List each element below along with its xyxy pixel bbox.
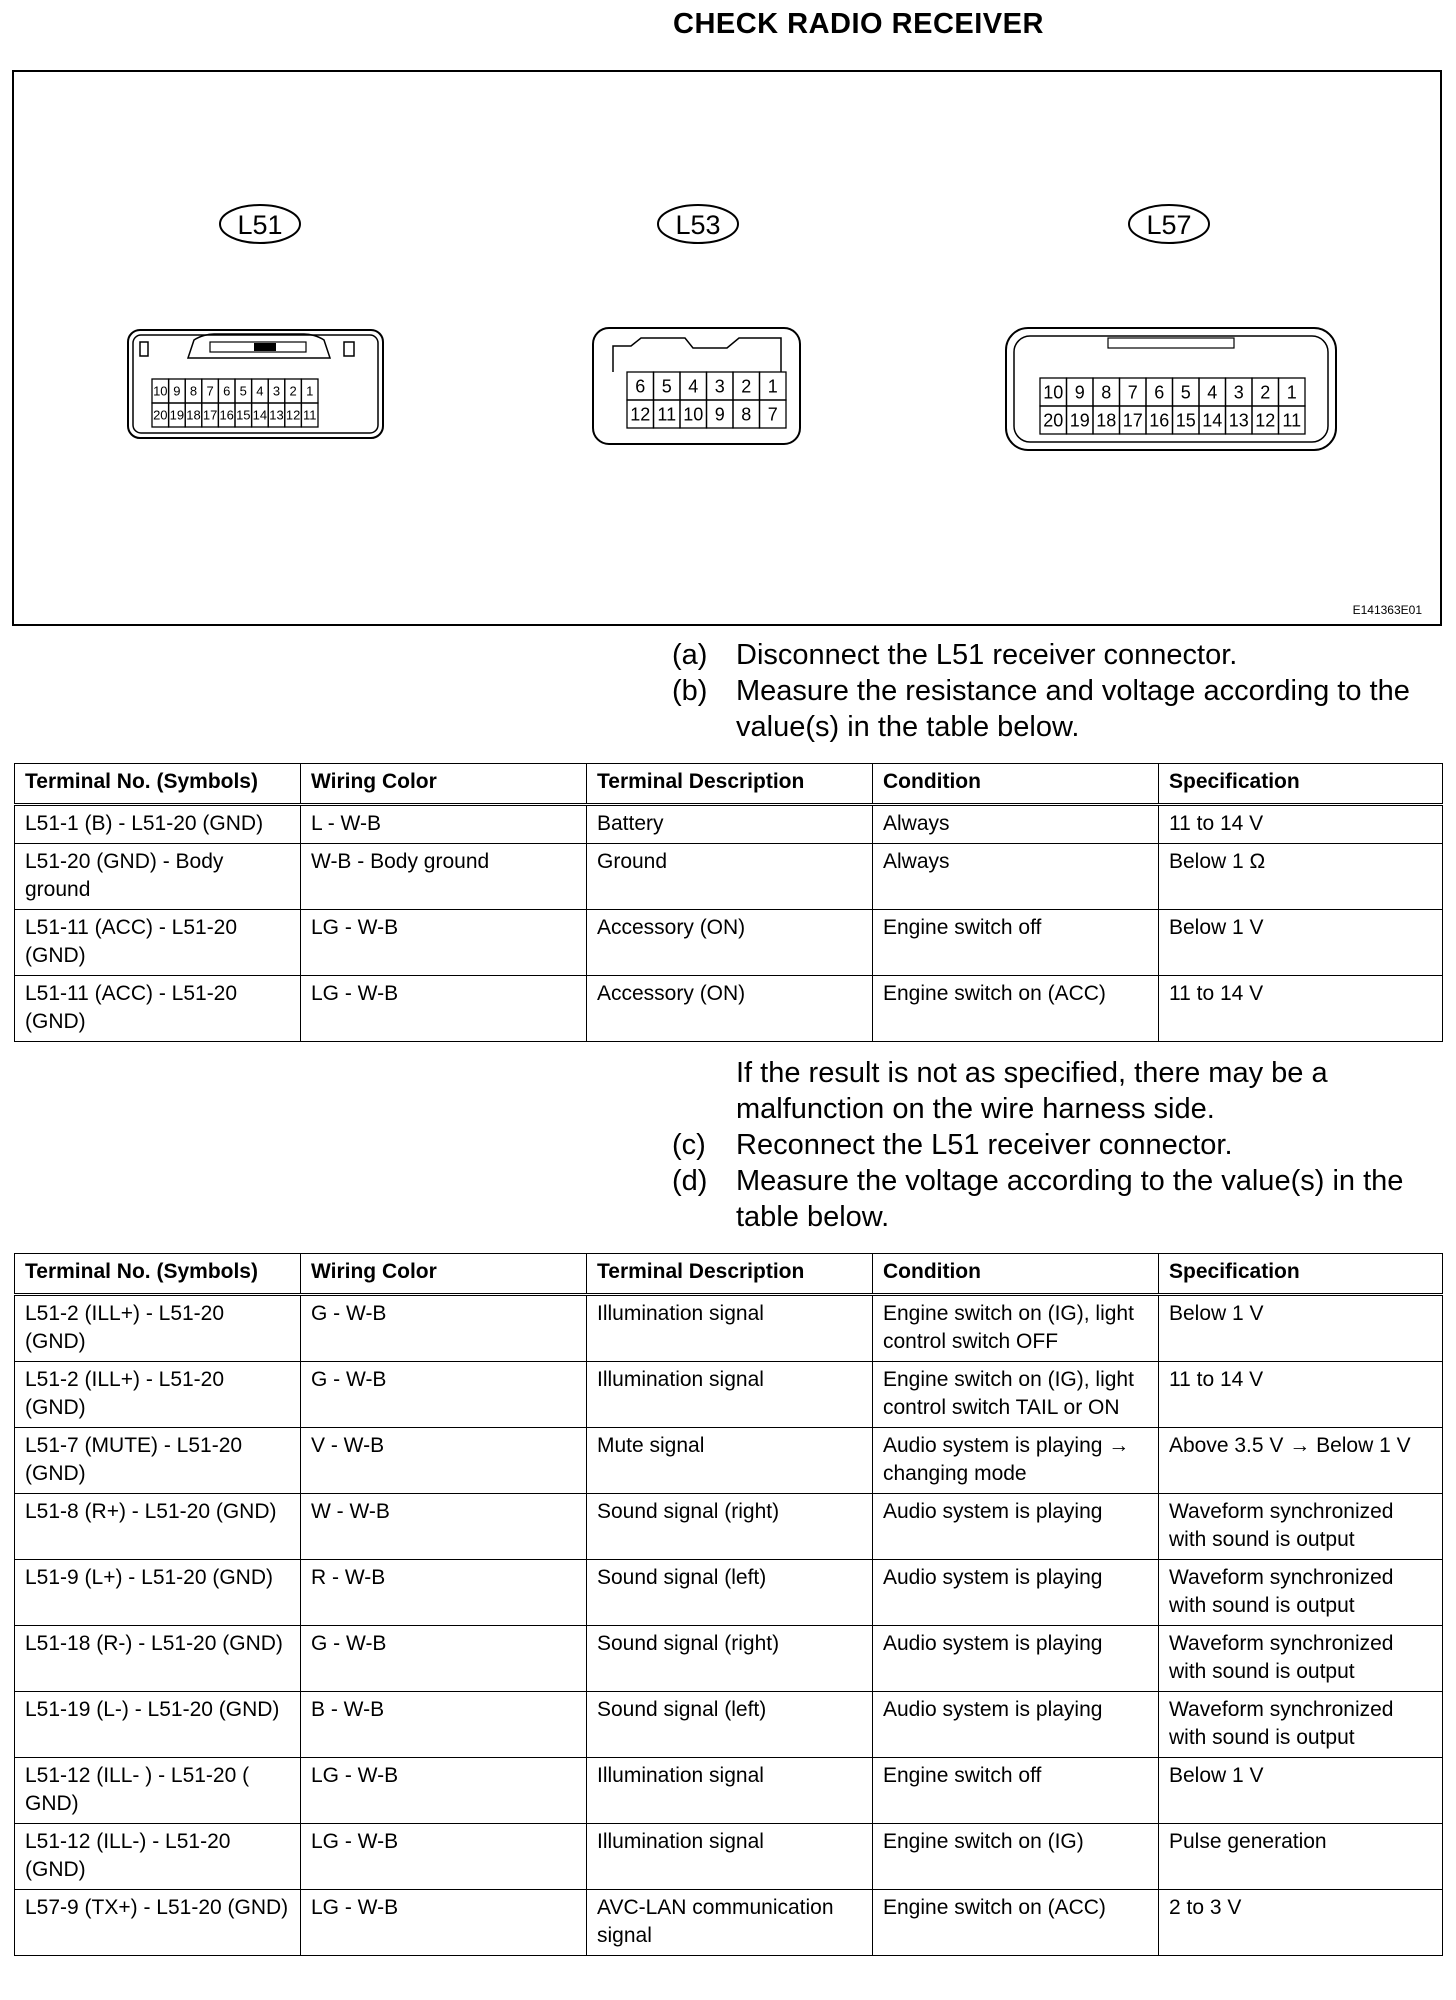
table-row (15, 1890, 1443, 1956)
table-cell: Illumination signal (587, 1824, 873, 1890)
table-cell: Illumination signal (587, 1295, 873, 1362)
table-row (15, 1295, 1443, 1362)
step-label: (c) (672, 1129, 706, 1161)
table-cell: Waveform synchronized with sound is output (1159, 1494, 1443, 1560)
connector-label-l53: L53 (675, 210, 721, 240)
pin-number: 10 (683, 404, 704, 425)
table-cell: Engine switch off (873, 910, 1159, 976)
pin-number: 4 (688, 376, 699, 397)
table-cell: Audio system is playing → changing mode (873, 1428, 1159, 1494)
column-header: Condition (873, 1254, 1159, 1295)
table-row (15, 1362, 1443, 1428)
latch-slot (1108, 338, 1234, 348)
table-cell: L51-11 (ACC) - L51-20 (GND) (15, 976, 301, 1042)
lock-tabs (140, 342, 354, 356)
connector-diagram-svg (14, 72, 1444, 628)
pin-number: 11 (302, 407, 317, 423)
pin-number: 10 (1043, 382, 1064, 403)
table-cell: Waveform synchronized with sound is output (1159, 1692, 1443, 1758)
pin-number: 4 (256, 383, 264, 399)
table-cell: Engine switch on (IG), light control switch TAIL or ON (873, 1362, 1159, 1428)
table-row (15, 910, 1443, 976)
pin-number: 20 (153, 407, 168, 423)
table-cell: Sound signal (right) (587, 1494, 873, 1560)
voltage-table (14, 1253, 1443, 1956)
table-cell: LG - W-B (301, 1890, 587, 1956)
table-cell: Waveform synchronized with sound is output (1159, 1626, 1443, 1692)
pin-number: 2 (289, 383, 297, 399)
table-cell: Waveform synchronized with sound is output (1159, 1560, 1443, 1626)
table-cell: L51-11 (ACC) - L51-20 (GND) (15, 910, 301, 976)
pin-number: 16 (1149, 410, 1170, 431)
table-cell: Below 1 V (1159, 1295, 1443, 1362)
pin-number: 12 (1255, 410, 1276, 431)
table-row (15, 1428, 1443, 1494)
table-cell: Illumination signal (587, 1362, 873, 1428)
pin-number: 19 (169, 407, 185, 423)
pin-number: 2 (1260, 382, 1271, 403)
step-text: Measure the resistance and voltage according to the value(s) in the table below. (736, 675, 1410, 743)
pin-number: 15 (1175, 410, 1196, 431)
pin-number: 6 (635, 376, 646, 397)
table-cell: Ground (587, 844, 873, 910)
table-cell: G - W-B (301, 1362, 587, 1428)
pin-number: 14 (1202, 410, 1223, 431)
connector-l51 (128, 205, 383, 438)
step-label: (a) (672, 639, 708, 671)
pin-number: 7 (206, 383, 214, 399)
table-cell: L51-12 (ILL- ) - L51-20 ( GND) (15, 1758, 301, 1824)
pin-number: 17 (202, 407, 218, 423)
table-cell: L51-2 (ILL+) - L51-20 (GND) (15, 1362, 301, 1428)
step-a (672, 637, 1456, 673)
connector-l53 (593, 205, 800, 444)
pin-number: 16 (219, 407, 234, 423)
pin-number: 19 (1069, 410, 1090, 431)
table-cell: Engine switch on (ACC) (873, 1890, 1159, 1956)
table-cell: L51-7 (MUTE) - L51-20 (GND) (15, 1428, 301, 1494)
table-row (15, 1560, 1443, 1626)
pin-number: 15 (236, 407, 251, 423)
table-cell: Sound signal (right) (587, 1626, 873, 1692)
table-cell: LG - W-B (301, 1758, 587, 1824)
pin-number: 1 (767, 376, 778, 397)
step-label: (d) (672, 1165, 708, 1197)
column-header: Terminal No. (Symbols) (15, 764, 301, 805)
pin-number: 17 (1122, 410, 1143, 431)
table-cell: Battery (587, 805, 873, 844)
pin-number: 14 (252, 407, 268, 423)
pin-number: 12 (285, 407, 301, 423)
table-cell: L - W-B (301, 805, 587, 844)
figure-id: E141363E01 (1352, 603, 1422, 617)
column-header: Terminal Description (587, 1254, 873, 1295)
pin-number: 13 (1228, 410, 1249, 431)
step-text: Measure the voltage according to the value(s) in the table below. (736, 1165, 1404, 1233)
table-cell: Pulse generation (1159, 1824, 1443, 1890)
table-cell: Sound signal (left) (587, 1560, 873, 1626)
table-cell: L51-19 (L-) - L51-20 (GND) (15, 1692, 301, 1758)
table-cell: Engine switch on (IG) (873, 1824, 1159, 1890)
table-cell: Accessory (ON) (587, 976, 873, 1042)
table-cell: Below 1 Ω (1159, 844, 1443, 910)
steps-before-table-2 (672, 1055, 1442, 1235)
pin-number: 10 (153, 383, 168, 399)
pin-number: 6 (1154, 382, 1165, 403)
column-header: Terminal No. (Symbols) (15, 1254, 301, 1295)
table-cell: LG - W-B (301, 976, 587, 1042)
pin-number: 9 (173, 383, 181, 399)
column-header: Wiring Color (301, 764, 587, 805)
pin-number: 9 (1074, 382, 1085, 403)
pin-number: 12 (630, 404, 651, 425)
pin-number: 18 (1096, 410, 1117, 431)
connector-label-l51: L51 (237, 210, 283, 240)
step-d (672, 1163, 1442, 1235)
table-row (15, 1626, 1443, 1692)
connector-diagram (12, 70, 1442, 626)
pin-number: 3 (714, 376, 725, 397)
table-cell: LG - W-B (301, 910, 587, 976)
resistance-voltage-table (14, 763, 1443, 1042)
table-cell: W - W-B (301, 1494, 587, 1560)
table-cell: 2 to 3 V (1159, 1890, 1443, 1956)
steps-before-table-1 (672, 637, 1456, 745)
table-cell: Below 1 V (1159, 910, 1443, 976)
connector-l57 (1006, 205, 1336, 450)
step-text: Reconnect the L51 receiver connector. (736, 1129, 1233, 1161)
pin-number: 8 (741, 404, 752, 425)
table-cell: Engine switch on (ACC) (873, 976, 1159, 1042)
pin-number: 7 (767, 404, 778, 425)
table-cell: W-B - Body ground (301, 844, 587, 910)
table-cell: 11 to 14 V (1159, 805, 1443, 844)
pin-number: 5 (239, 383, 247, 399)
pin-number: 6 (223, 383, 231, 399)
pin-number: 2 (741, 376, 752, 397)
pin-number: 20 (1043, 410, 1064, 431)
table-cell: L51-9 (L+) - L51-20 (GND) (15, 1560, 301, 1626)
step-text: Disconnect the L51 receiver connector. (736, 639, 1238, 671)
table-cell: Illumination signal (587, 1758, 873, 1824)
table-cell: V - W-B (301, 1428, 587, 1494)
step-b (672, 673, 1456, 745)
pin-number: 4 (1207, 382, 1218, 403)
column-header: Wiring Color (301, 1254, 587, 1295)
table-row (15, 1824, 1443, 1890)
step-c (672, 1127, 1442, 1163)
table-cell: Below 1 V (1159, 1758, 1443, 1824)
connector-label-l57: L57 (1146, 210, 1192, 240)
column-header: Specification (1159, 1254, 1443, 1295)
pin-number: 8 (189, 383, 198, 399)
table-cell: G - W-B (301, 1295, 587, 1362)
column-header: Specification (1159, 764, 1443, 805)
pin-number: 9 (714, 404, 725, 425)
table-row (15, 1758, 1443, 1824)
table-cell: Sound signal (left) (587, 1692, 873, 1758)
pin-number: 13 (269, 407, 284, 423)
table-cell: Above 3.5 V → Below 1 V (1159, 1428, 1443, 1494)
column-header: Condition (873, 764, 1159, 805)
column-header: Terminal Description (587, 764, 873, 805)
page-title: CHECK RADIO RECEIVER (673, 8, 1044, 40)
table-row (15, 1692, 1443, 1758)
table-cell: L57-9 (TX+) - L51-20 (GND) (15, 1890, 301, 1956)
table-cell: G - W-B (301, 1626, 587, 1692)
table-cell: L51-8 (R+) - L51-20 (GND) (15, 1494, 301, 1560)
pin-number: 5 (661, 376, 672, 397)
pin-number: 1 (306, 383, 314, 399)
latch-key (254, 343, 276, 351)
table-row (15, 805, 1443, 844)
pin-number: 1 (1286, 382, 1297, 403)
pin-number: 5 (1180, 382, 1191, 403)
table-row (15, 844, 1443, 910)
table-row (15, 1494, 1443, 1560)
table-cell: L51-18 (R-) - L51-20 (GND) (15, 1626, 301, 1692)
table-cell: AVC-LAN communication signal (587, 1890, 873, 1956)
table-cell: Accessory (ON) (587, 910, 873, 976)
pin-number: 8 (1101, 382, 1112, 403)
table-cell: Audio system is playing (873, 1692, 1159, 1758)
table-cell: L51-12 (ILL-) - L51-20 (GND) (15, 1824, 301, 1890)
pin-number: 11 (1282, 410, 1302, 431)
table-cell: Audio system is playing (873, 1560, 1159, 1626)
table-cell: Mute signal (587, 1428, 873, 1494)
table-cell: B - W-B (301, 1692, 587, 1758)
pin-number: 18 (186, 407, 201, 423)
pin-number: 3 (1233, 382, 1244, 403)
pin-number: 3 (272, 383, 281, 399)
step-label: (b) (672, 675, 708, 707)
pin-number: 7 (1127, 382, 1138, 403)
table-cell: L51-2 (ILL+) - L51-20 (GND) (15, 1295, 301, 1362)
table-cell: L51-1 (B) - L51-20 (GND) (15, 805, 301, 844)
connector-key-outline (613, 338, 781, 372)
table-cell: Engine switch off (873, 1758, 1159, 1824)
table-cell: R - W-B (301, 1560, 587, 1626)
note-text: If the result is not as specified, there may be a malfunction on the wire harness side. (736, 1057, 1328, 1125)
table-cell: Engine switch on (IG), light control switch OFF (873, 1295, 1159, 1362)
table-row (15, 976, 1443, 1042)
table-cell: LG - W-B (301, 1824, 587, 1890)
pin-number: 11 (657, 404, 677, 425)
table-cell: Audio system is playing (873, 1494, 1159, 1560)
table-cell: 11 to 14 V (1159, 1362, 1443, 1428)
table-cell: Always (873, 844, 1159, 910)
table-cell: Always (873, 805, 1159, 844)
table-cell: Audio system is playing (873, 1626, 1159, 1692)
table-cell: 11 to 14 V (1159, 976, 1443, 1042)
table-cell: L51-20 (GND) - Body ground (15, 844, 301, 910)
